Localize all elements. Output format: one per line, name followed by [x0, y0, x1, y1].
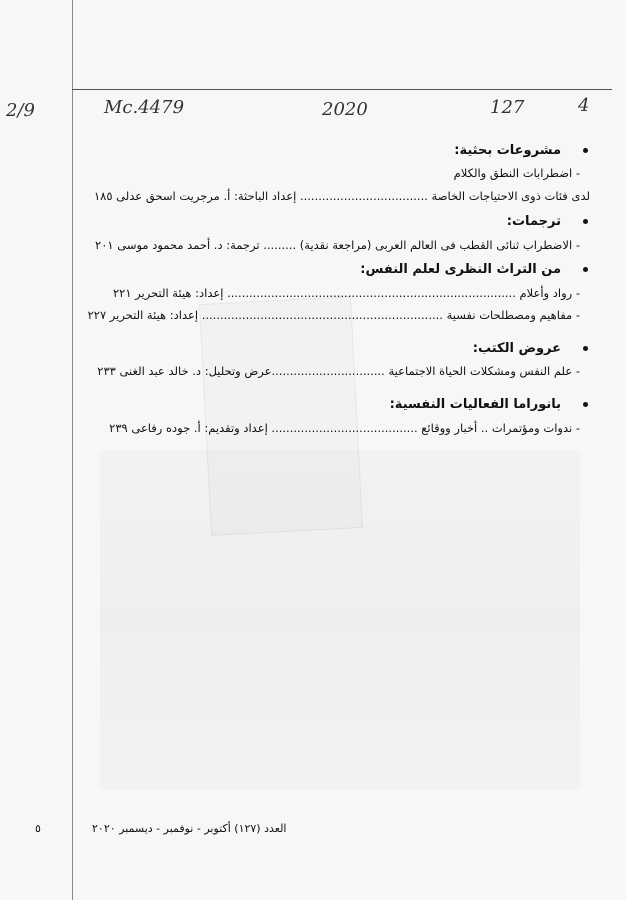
toc-section — [80, 143, 590, 203]
toc-entry: - الاضطراب ثنائى القطب فى العالم العربى (مراجعة نقدية) ......... ترجمة: د. أحمد محمود موسى ٢٠١ — [95, 238, 580, 252]
toc-entry: - رواد وأعلام ............................................................................... إعداد: هيئة التحرير ٢٢١ — [112, 286, 580, 300]
toc-entry: - ندوات ومؤتمرات .. أخبار ووقائع ........................................ إعداد وتقديم: أ. جوده رفاعى ٢٣٩ — [109, 421, 580, 435]
section-title: ترجمات: — [506, 214, 561, 229]
handwritten-issue: 127 — [490, 97, 525, 118]
handwritten-year: 2020 — [322, 99, 368, 120]
bullet-icon — [583, 148, 588, 153]
bullet-icon — [583, 402, 588, 407]
handwritten-fraction: 2/9 — [6, 100, 35, 121]
section-title: عروض الكتب: — [472, 341, 561, 356]
bullet-icon — [583, 219, 588, 224]
bullet-icon — [583, 346, 588, 351]
section-title: من التراث النظرى لعلم النفس: — [360, 262, 561, 277]
toc-entry: - علم النفس ومشكلات الحياة الاجتماعية ...............................عرض وتحليل: د. خالد عبد الغنى ٢٣٣ — [97, 364, 580, 378]
toc-entry: لدى فئات ذوى الاحتياجات الخاصة ................................... إعداد الباحثة: أ. مرجريت اسحق عدلى ١٨٥ — [94, 189, 590, 203]
bullet-icon — [583, 267, 588, 272]
page-number: ٥ — [35, 822, 41, 835]
margin-line — [72, 0, 73, 900]
section-title: مشروعات بحثية: — [454, 143, 561, 158]
toc-entry: - اضطرابات النطق والكلام — [453, 166, 580, 180]
section-title: بانوراما الفعاليات النفسية: — [389, 397, 561, 412]
book-image-ghost — [199, 296, 363, 536]
toc-section — [80, 214, 590, 252]
footer-issue: العدد (١٢٧) أكتوبر - نوفمبر - ديسمبر ٢٠٢٠ — [92, 822, 287, 835]
handwritten-number: 4 — [578, 95, 590, 116]
toc-entry: - مفاهيم ومصطلحات نفسية .................................................................. إعداد: هيئة التحرير ٢٢٧ — [87, 308, 580, 322]
header-rule — [72, 89, 612, 90]
handwritten-call-number: Mc.4479 — [104, 97, 185, 118]
